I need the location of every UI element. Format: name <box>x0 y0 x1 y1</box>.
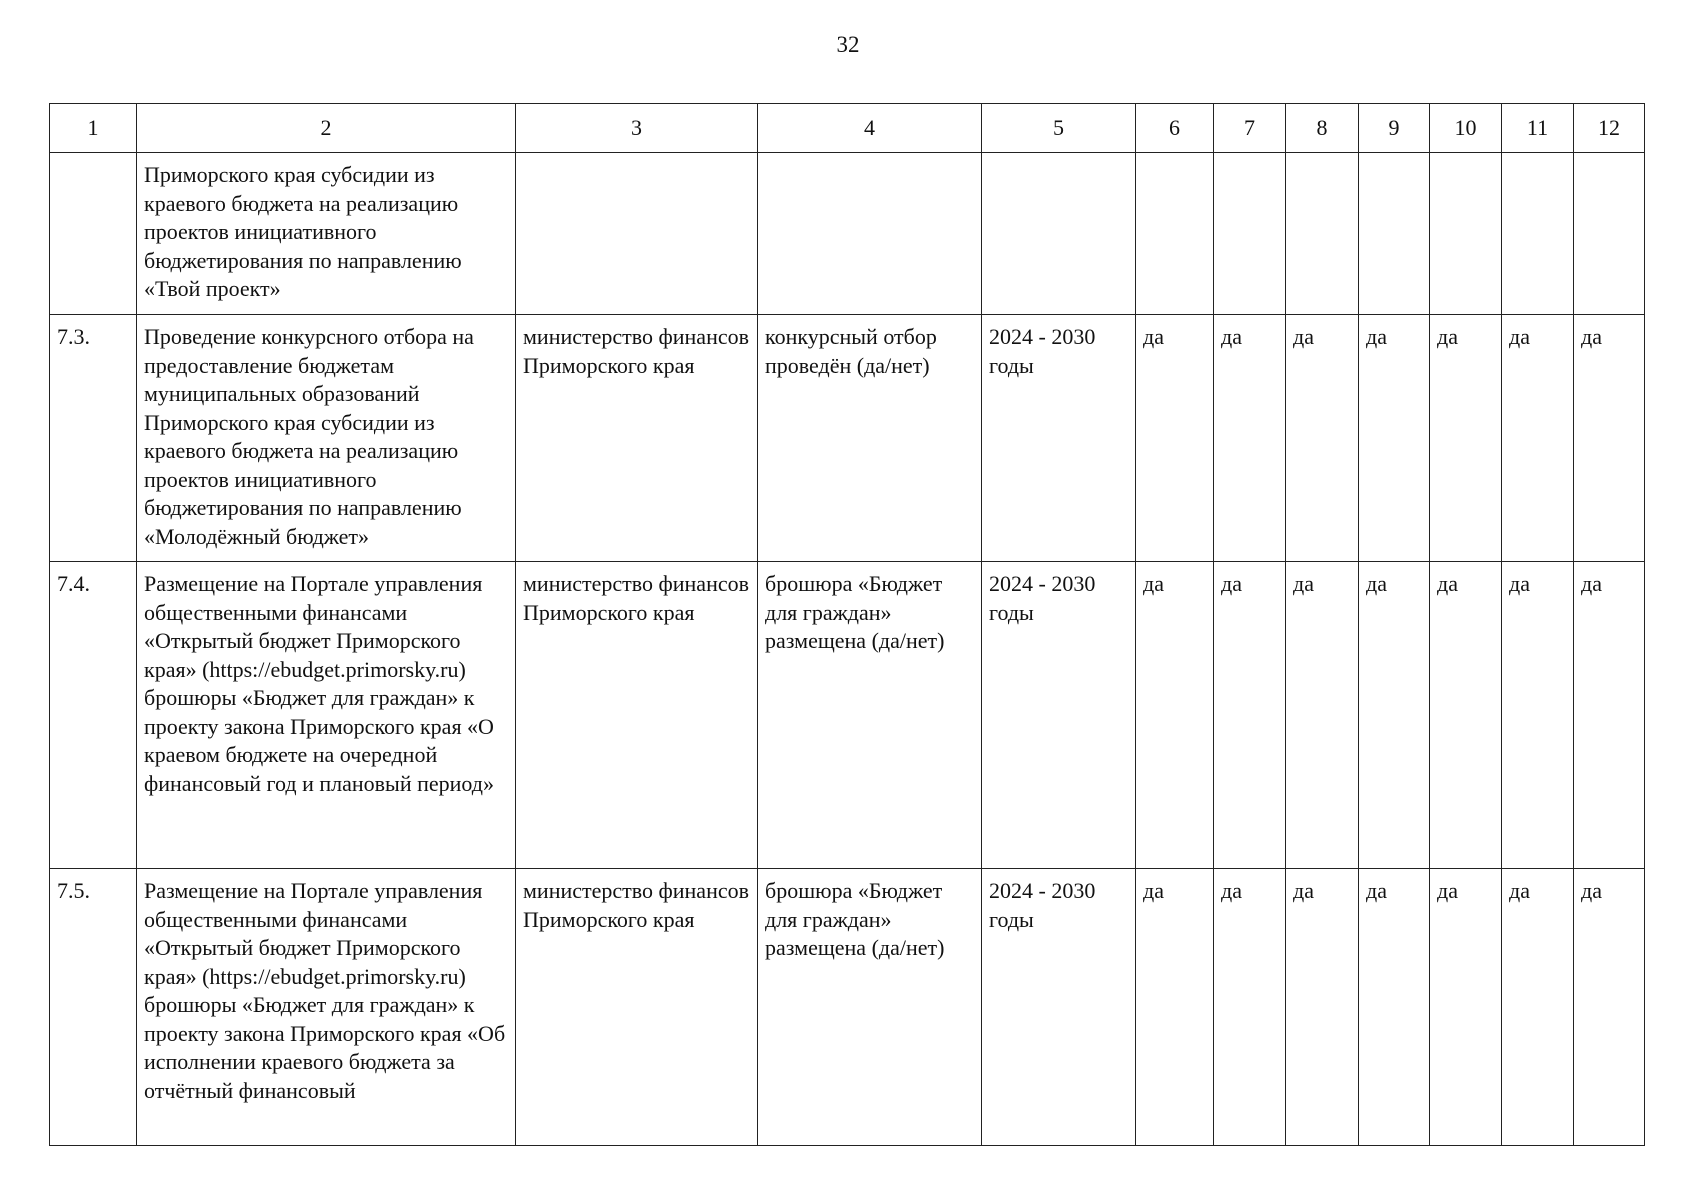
measure-name: Приморского края субсидии из краевого бюджета на реализацию проектов инициативного бюджетирования по направлению «Твой проект» <box>137 153 516 315</box>
column-header-1: 1 <box>50 104 137 153</box>
year-value <box>1430 153 1502 315</box>
implementation-period: 2024 - 2030 годы <box>982 562 1136 869</box>
column-header-6: 6 <box>1136 104 1214 153</box>
implementation-period <box>982 153 1136 315</box>
year-value: да <box>1214 562 1286 869</box>
column-header-5: 5 <box>982 104 1136 153</box>
year-value: да <box>1430 562 1502 869</box>
year-value <box>1574 153 1645 315</box>
table-row <box>50 315 1645 562</box>
responsible-executor: министерство финансов Приморского края <box>516 315 758 562</box>
year-value: да <box>1136 869 1214 1146</box>
year-value: да <box>1574 869 1645 1146</box>
year-value: да <box>1430 869 1502 1146</box>
column-header-3: 3 <box>516 104 758 153</box>
result-indicator: конкурсный отбор проведён (да/нет) <box>758 315 982 562</box>
column-header-8: 8 <box>1286 104 1359 153</box>
row-number <box>50 153 137 315</box>
column-header-12: 12 <box>1574 104 1645 153</box>
year-value: да <box>1286 315 1359 562</box>
row-number: 7.5. <box>50 869 137 1146</box>
table-row <box>50 153 1645 315</box>
result-indicator: брошюра «Бюджет для граждан» размещена (да/нет) <box>758 869 982 1146</box>
year-value: да <box>1359 562 1430 869</box>
year-value: да <box>1359 315 1430 562</box>
column-header-4: 4 <box>758 104 982 153</box>
column-header-11: 11 <box>1502 104 1574 153</box>
column-header-9: 9 <box>1359 104 1430 153</box>
table-header-row <box>50 104 1645 153</box>
responsible-executor: министерство финансов Приморского края <box>516 869 758 1146</box>
year-value: да <box>1136 562 1214 869</box>
year-value: да <box>1286 562 1359 869</box>
implementation-period: 2024 - 2030 годы <box>982 869 1136 1146</box>
column-header-7: 7 <box>1214 104 1286 153</box>
year-value <box>1214 153 1286 315</box>
column-header-2: 2 <box>137 104 516 153</box>
year-value: да <box>1430 315 1502 562</box>
measure-name: Размещение на Портале управления общественными финансами «Открытый бюджет Приморского края» (https://ebudget.primorsky.ru) брошюры «Бюджет для граждан» к проекту закона Приморского края «О краевом бюджете на очередной финансовый год и плановый период» <box>137 562 516 869</box>
year-value: да <box>1502 869 1574 1146</box>
year-value: да <box>1214 315 1286 562</box>
responsible-executor <box>516 153 758 315</box>
implementation-period: 2024 - 2030 годы <box>982 315 1136 562</box>
year-value: да <box>1214 869 1286 1146</box>
measure-name: Проведение конкурсного отбора на предоставление бюджетам муниципальных образований Приморского края субсидии из краевого бюджета на реализацию проектов инициативного бюджетирования по направлению «Молодёжный бюджет» <box>137 315 516 562</box>
row-number: 7.4. <box>50 562 137 869</box>
result-indicator: брошюра «Бюджет для граждан» размещена (да/нет) <box>758 562 982 869</box>
page-number: 32 <box>836 32 860 57</box>
year-value <box>1136 153 1214 315</box>
responsible-executor: министерство финансов Приморского края <box>516 562 758 869</box>
table-row <box>50 562 1645 869</box>
year-value: да <box>1136 315 1214 562</box>
year-value <box>1286 153 1359 315</box>
year-value: да <box>1502 315 1574 562</box>
table-row <box>50 869 1645 1146</box>
year-value <box>1359 153 1430 315</box>
result-indicator <box>758 153 982 315</box>
measures-table <box>49 103 1645 1146</box>
row-number: 7.3. <box>50 315 137 562</box>
year-value: да <box>1359 869 1430 1146</box>
column-header-10: 10 <box>1430 104 1502 153</box>
year-value: да <box>1286 869 1359 1146</box>
measure-name: Размещение на Портале управления общественными финансами «Открытый бюджет Приморского края» (https://ebudget.primorsky.ru) брошюры «Бюджет для граждан» к проекту закона Приморского края «Об исполнении краевого бюджета за отчётный финансовый <box>137 869 516 1146</box>
year-value: да <box>1502 562 1574 869</box>
year-value: да <box>1574 562 1645 869</box>
year-value: да <box>1574 315 1645 562</box>
year-value <box>1502 153 1574 315</box>
